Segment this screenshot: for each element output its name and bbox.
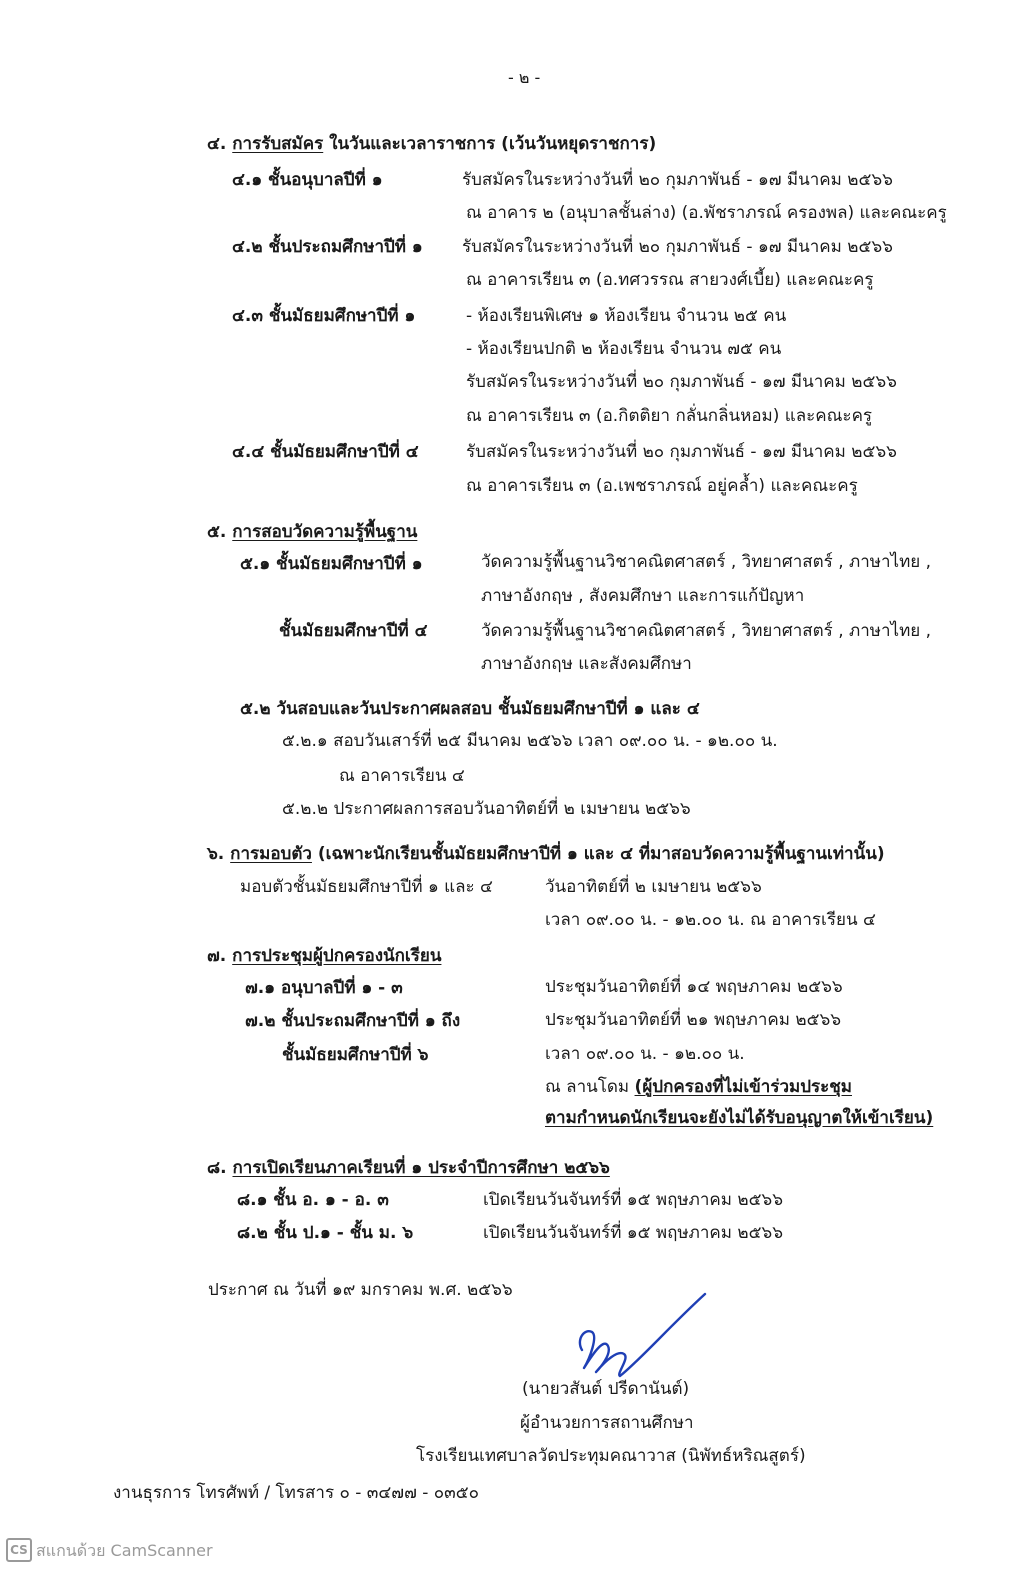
item-5-2-1-venue: ณ อาคารเรียน ๔: [339, 766, 465, 786]
item-7-2-label-2: ชั้นมัธยมศึกษาปีที่ ๖: [282, 1045, 429, 1065]
item-5-1b-line-2: ภาษาอังกฤษ และสังคมศึกษา: [481, 654, 692, 674]
footer-contact: งานธุรการ โทรศัพท์ / โทรสาร ๐ - ๓๔๗๗ - ๐๓๕๐: [113, 1483, 480, 1503]
item-4-4-line-1: รับสมัครในระหว่างวันที่ ๒๐ กุมภาพันธ์ - ๑๗ มีนาคม ๒๕๖๖: [466, 442, 897, 462]
section-4-title: การรับสมัคร: [232, 134, 324, 154]
section-8-title: การเปิดเรียนภาคเรียนที่ ๑ ประจำปีการศึกษา ๒๕๖๖: [232, 1158, 610, 1178]
item-4-1-line-1: รับสมัครในระหว่างวันที่ ๒๐ กุมภาพันธ์ - ๑๗ มีนาคม ๒๕๖๖: [462, 170, 893, 190]
announce-date: ประกาศ ณ วันที่ ๑๙ มกราคม พ.ศ. ๒๕๖๖: [208, 1280, 513, 1300]
signer-school: โรงเรียนเทศบาลวัดประทุมคณาวาส (นิพัทธ์หริณสูตร์): [416, 1446, 806, 1466]
item-8-2-line-1: เปิดเรียนวันจันทร์ที่ ๑๕ พฤษภาคม ๒๕๖๖: [483, 1223, 784, 1243]
page-number: - ๒ -: [508, 68, 541, 87]
section-8-number: ๘.: [207, 1158, 227, 1178]
item-5-2-2: ๕.๒.๒ ประกาศผลการสอบวันอาทิตย์ที่ ๒ เมษายน ๒๕๖๖: [282, 799, 691, 819]
item-8-1-label: ๘.๑ ชั้น อ. ๑ - อ. ๓: [237, 1190, 389, 1210]
item-4-2-line-1: รับสมัครในระหว่างวันที่ ๒๐ กุมภาพันธ์ - ๑๗ มีนาคม ๒๕๖๖: [462, 237, 893, 257]
section-5-heading: [207, 518, 417, 545]
camscanner-logo-icon: CS: [6, 1538, 32, 1562]
item-8-2-label: ๘.๒ ชั้น ป.๑ - ชั้น ม. ๖: [237, 1223, 414, 1243]
item-7-2-line-2: เวลา ๐๙.๐๐ น. - ๑๒.๐๐ น.: [545, 1044, 745, 1064]
item-7-2-label-1: ๗.๒ ชั้นประถมศึกษาปีที่ ๑ ถึง: [245, 1011, 461, 1031]
section-6-heading: [207, 840, 885, 867]
item-7-1-label: ๗.๑ อนุบาลปีที่ ๑ - ๓: [245, 978, 403, 998]
item-5-2-1: ๕.๒.๑ สอบวันเสาร์ที่ ๒๕ มีนาคม ๒๕๖๖ เวลา ๐๙.๐๐ น. - ๑๒.๐๐ น.: [282, 731, 778, 751]
item-5-1-line-1: วัดความรู้พื้นฐานวิชาคณิตศาสตร์ , วิทยาศาสตร์ , ภาษาไทย ,: [481, 552, 932, 572]
item-7-2-note-1: (ผู้ปกครองที่ไม่เข้าร่วมประชุม: [634, 1077, 852, 1097]
section-7-title: การประชุมผู้ปกครองนักเรียน: [232, 946, 442, 966]
item-4-3-line-4: ณ อาคารเรียน ๓ (อ.กิตติยา กลั่นกลิ่นหอม) และคณะครู: [466, 406, 873, 426]
item-7-1-line-1: ประชุมวันอาทิตย์ที่ ๑๔ พฤษภาคม ๒๕๖๖: [545, 977, 843, 997]
section-4-heading: [207, 130, 656, 157]
item-6-label: มอบตัวชั้นมัธยมศึกษาปีที่ ๑ และ ๔: [240, 877, 493, 897]
item-5-2-label: ๕.๒ วันสอบและวันประกาศผลสอบ ชั้นมัธยมศึกษาปีที่ ๑ และ ๔: [240, 699, 700, 719]
item-7-2-line-3: [545, 1073, 852, 1100]
item-4-1-line-2: ณ อาคาร ๒ (อนุบาลชั้นล่าง) (อ.พัชราภรณ์ ครองพล) และคณะครู: [466, 203, 947, 223]
item-4-3-line-3: รับสมัครในระหว่างวันที่ ๒๐ กุมภาพันธ์ - ๑๗ มีนาคม ๒๕๖๖: [466, 372, 897, 392]
section-5-title: การสอบวัดความรู้พื้นฐาน: [232, 522, 418, 542]
section-6-subtitle: (เฉพาะนักเรียนชั้นมัธยมศึกษาปีที่ ๑ และ ๔ ที่มาสอบวัดความรู้พื้นฐานเท่านั้น): [317, 844, 885, 864]
item-7-2-venue: ณ ลานโดม: [545, 1077, 630, 1097]
section-5-number: ๕.: [207, 522, 227, 542]
item-5-1-label: ๕.๑ ชั้นมัธยมศึกษาปีที่ ๑: [240, 554, 423, 574]
item-5-1b-label: ชั้นมัธยมศึกษาปีที่ ๔: [279, 621, 428, 641]
item-4-2-line-2: ณ อาคารเรียน ๓ (อ.ทศวรรณ สายวงศ์เบี้ย) และคณะครู: [466, 270, 874, 290]
item-5-1b-line-1: วัดความรู้พื้นฐานวิชาคณิตศาสตร์ , วิทยาศาสตร์ , ภาษาไทย ,: [481, 621, 932, 641]
item-7-2-line-1: ประชุมวันอาทิตย์ที่ ๒๑ พฤษภาคม ๒๕๖๖: [545, 1010, 842, 1030]
item-6-line-2: เวลา ๐๙.๐๐ น. - ๑๒.๐๐ น. ณ อาคารเรียน ๔: [545, 910, 876, 930]
section-6-number: ๖.: [207, 844, 225, 864]
section-7-number: ๗.: [207, 946, 227, 966]
signer-name: (นายวสันต์ ปรีดานันต์): [522, 1379, 690, 1399]
item-4-4-label: ๔.๔ ชั้นมัธยมศึกษาปีที่ ๔: [232, 442, 419, 462]
signer-position: ผู้อำนวยการสถานศึกษา: [520, 1413, 694, 1433]
signature-image: [560, 1288, 710, 1388]
item-4-3-line-1: - ห้องเรียนพิเศษ ๑ ห้องเรียน จำนวน ๒๕ คน: [466, 306, 787, 326]
section-4-subtitle: ในวันและเวลาราชการ (เว้นวันหยุดราชการ): [329, 134, 657, 154]
section-6-title: การมอบตัว: [230, 844, 312, 864]
item-7-2-note-2: ตามกำหนดนักเรียนจะยังไม่ได้รับอนุญาตให้เข้าเรียน): [545, 1108, 934, 1128]
item-4-1-label: ๔.๑ ชั้นอนุบาลปีที่ ๑: [232, 170, 383, 190]
item-4-3-line-2: - ห้องเรียนปกติ ๒ ห้องเรียน จำนวน ๗๕ คน: [466, 339, 782, 359]
section-8-heading: [207, 1154, 610, 1181]
section-7-heading: [207, 942, 441, 969]
item-6-line-1: วันอาทิตย์ที่ ๒ เมษายน ๒๕๖๖: [545, 877, 762, 897]
scanner-watermark: สแกนด้วย CamScanner: [36, 1541, 213, 1560]
item-4-3-label: ๔.๓ ชั้นมัธยมศึกษาปีที่ ๑: [232, 306, 416, 326]
item-4-2-label: ๔.๒ ชั้นประถมศึกษาปีที่ ๑: [232, 237, 423, 257]
item-4-4-line-2: ณ อาคารเรียน ๓ (อ.เพชราภรณ์ อยู่คล้ำ) และคณะครู: [466, 476, 858, 496]
item-5-1-line-2: ภาษาอังกฤษ , สังคมศึกษา และการแก้ปัญหา: [481, 586, 805, 606]
item-8-1-line-1: เปิดเรียนวันจันทร์ที่ ๑๕ พฤษภาคม ๒๕๖๖: [483, 1190, 784, 1210]
section-4-number: ๔.: [207, 134, 227, 154]
